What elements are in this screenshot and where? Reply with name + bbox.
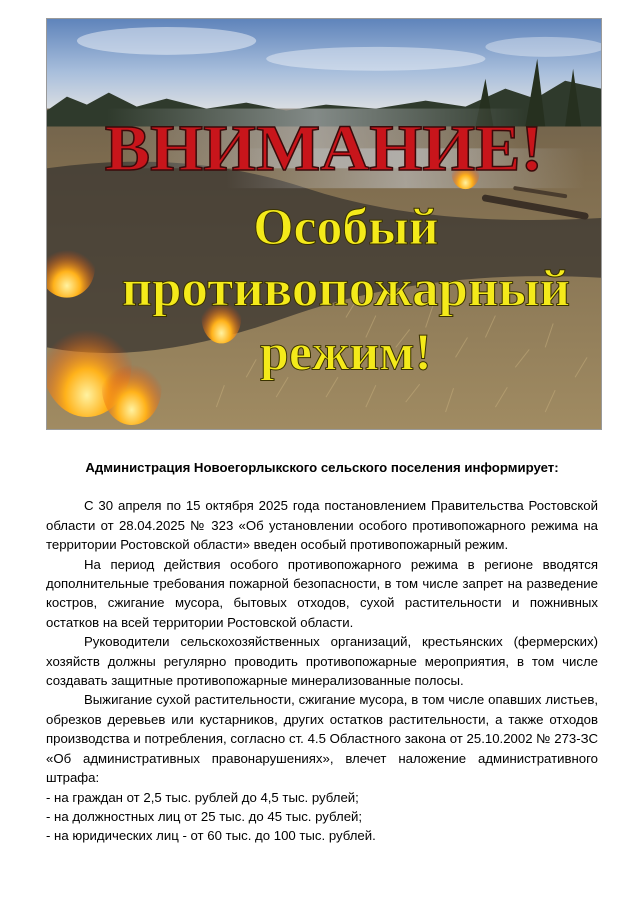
fines-list	[46, 788, 598, 846]
banner-headline: ВНИМАНИЕ!	[104, 112, 544, 186]
announcement-body	[46, 458, 598, 846]
banner-subtitle-line-2: противопожарный	[121, 260, 571, 318]
announcement-heading: Администрация Новоегорлыкского сельского поселения информирует:	[85, 460, 559, 475]
fire-warning-banner	[46, 18, 602, 430]
fine-officials: - на должностных лиц от 25 тыс. до 45 тыс. рублей;	[46, 808, 363, 824]
fine-legal-entities: - на юридических лиц - от 60 тыс. до 100 тыс. рублей.	[46, 828, 376, 844]
banner-subtitle-line-1: Особый	[253, 198, 439, 256]
paragraph-penalties: Выжигание сухой растительности, сжигание мусора, в том числе опавших листьев, обрезков деревьев или кустарников, других остатков растительности, а также отходов производства и потребления, согласно ст. 4.5 Областного закона от 25.10.2002 № 273-ЗС «Об административных правонарушениях», влечет наложение административного штрафа:	[46, 692, 598, 786]
paragraph-regime-introduced: С 30 апреля по 15 октября 2025 года постановлением Правительства Ростовской области от 28.04.2025 № 323 «Об установлении особого противопожарного режима на территории Ростовской области» введен особый противопожарный режим.	[46, 498, 598, 553]
burning-field-illustration	[47, 19, 601, 429]
fine-citizens: - на граждан от 2,5 тыс. рублей до 4,5 тыс. рублей;	[46, 789, 359, 805]
paragraph-farm-managers: Руководители сельскохозяйственных организаций, крестьянских (фермерских) хозяйств должны регулярно проводить противопожарные мероприятия, в том числе создавать защитные противопожарные минерализованные полосы.	[46, 634, 598, 689]
banner-subtitle-line-3: режим!	[260, 324, 432, 382]
paragraph-additional-requirements: На период действия особого противопожарного режима в регионе вводятся дополнительные требования пожарной безопасности, в том числе запрет на разведение костров, сжигание мусора, бытовых отходов, сухой растительности и пожнивных остатков на всей территории Ростовской области.	[46, 556, 598, 630]
